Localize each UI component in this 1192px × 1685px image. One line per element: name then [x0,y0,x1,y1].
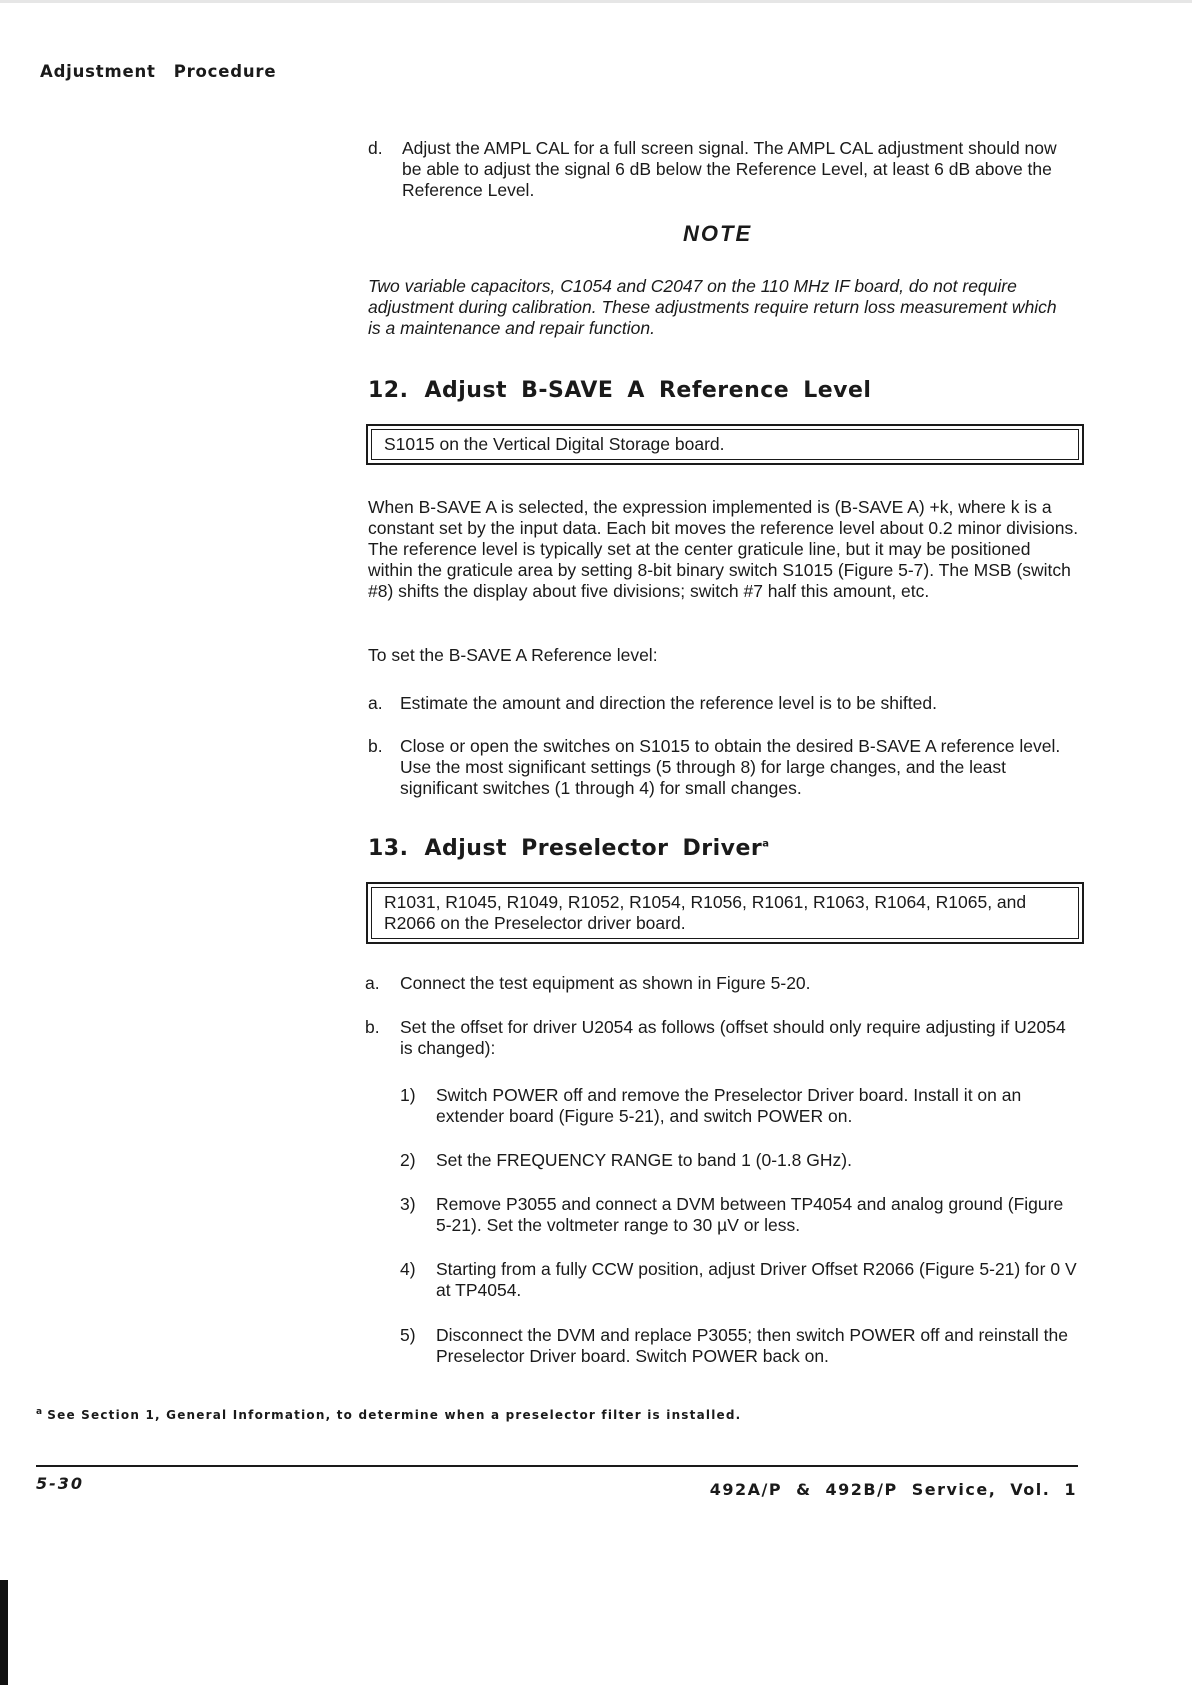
section-13-adjustment-box [366,882,1084,944]
footnote-reference: a [762,838,769,850]
scan-edge-top [0,0,1192,3]
substep-2: 2) Set the FREQUENCY RANGE to band 1 (0-1.8 GHz). [400,1150,852,1170]
section-12-heading: 12. Adjust B-SAVE A Reference Level [368,378,872,403]
section-12-step-b: b. Close or open the switches on S1015 to obtain the desired B-SAVE A reference level. Use the most significant settings (5 through 8) for large changes, and the least significant switches (1 through 4) for small changes. [368,736,1061,798]
step-d-text: Adjust the AMPL CAL for a full screen signal. The AMPL CAL adjustment should now be able to adjust the signal 6 dB below the Reference Level, at least 6 dB above the Reference Level. [402,138,1057,200]
section-12-paragraph-2: To set the B-SAVE A Reference level: [368,645,658,665]
section-13-step-b: b. Set the offset for driver U2054 as follows (offset should only require adjusting if U2054 is changed): [365,1017,1066,1058]
substep-3: 3) Remove P3055 and connect a DVM between TP4054 and analog ground (Figure 5-21). Set the voltmeter range to 30 µV or less. [400,1194,1064,1235]
running-head-title: Adjustment [40,62,156,81]
section-12-paragraph-1: When B-SAVE A is selected, the expression implemented is (B-SAVE A) +k, where k is a constant set by the input data. Each bit moves the reference level about 0.2 minor divisions. The reference level is typically set at the center graticule line, but it may be positioned within the graticule area by setting 8-bit binary switch S1015 (Figure 5-7). The MSB (switch #8) shifts the display about five divisions; switch #7 half this amount, etc. [368,497,1079,601]
running-head-subtitle: Procedure [173,62,277,81]
footer-rule [36,1465,1078,1467]
substep-1: 1) Switch POWER off and remove the Preselector Driver board. Install it on an extender board (Figure 5-21), and switch POWER on. [400,1085,1022,1126]
section-12-adjustment-box [366,424,1084,465]
section-13-number: 13. [368,836,409,861]
section-12-box-text: S1015 on the Vertical Digital Storage board. [371,429,1079,460]
section-13-step-a: a. Connect the test equipment as shown in Figure 5-20. [365,973,811,993]
step-d-label: d. [368,138,383,158]
document-title: 492A/P & 492B/P Service, Vol. 1 [709,1480,1077,1499]
section-13-heading: 13. Adjust Preselector Driver$^a$ [368,836,769,861]
section-13-box-text: R1031, R1045, R1049, R1052, R1054, R1056, R1061, R1063, R1064, R1065, and R2066 on the Preselector driver board. [371,887,1079,939]
page-number: 5-30 [36,1474,85,1493]
note-heading: NOTE [683,221,753,246]
running-head [40,62,276,81]
section-12-number: 12. [368,378,409,403]
footnote-text: See Section 1, General Information, to determine when a preselector filter is installed. [47,1408,742,1422]
footnote-mark: a [36,1407,44,1417]
substep-4: 4) Starting from a fully CCW position, adjust Driver Offset R2066 (Figure 5-21) for 0 V at TP4054. [400,1259,1077,1300]
section-12-step-a: a. Estimate the amount and direction the reference level is to be shifted. [368,693,937,713]
note-text: Two variable capacitors, C1054 and C2047 on the 110 MHz IF board, do not require adjustment during calibration. These adjustments require return loss measurement which is a maintenance and repair function. [368,276,1057,338]
step-d [368,138,1080,201]
substep-5: 5) Disconnect the DVM and replace P3055; then switch POWER off and reinstall the Preselector Driver board. Switch POWER back on. [400,1325,1068,1366]
footnote [36,1407,741,1422]
scan-edge-left [0,1580,8,1685]
